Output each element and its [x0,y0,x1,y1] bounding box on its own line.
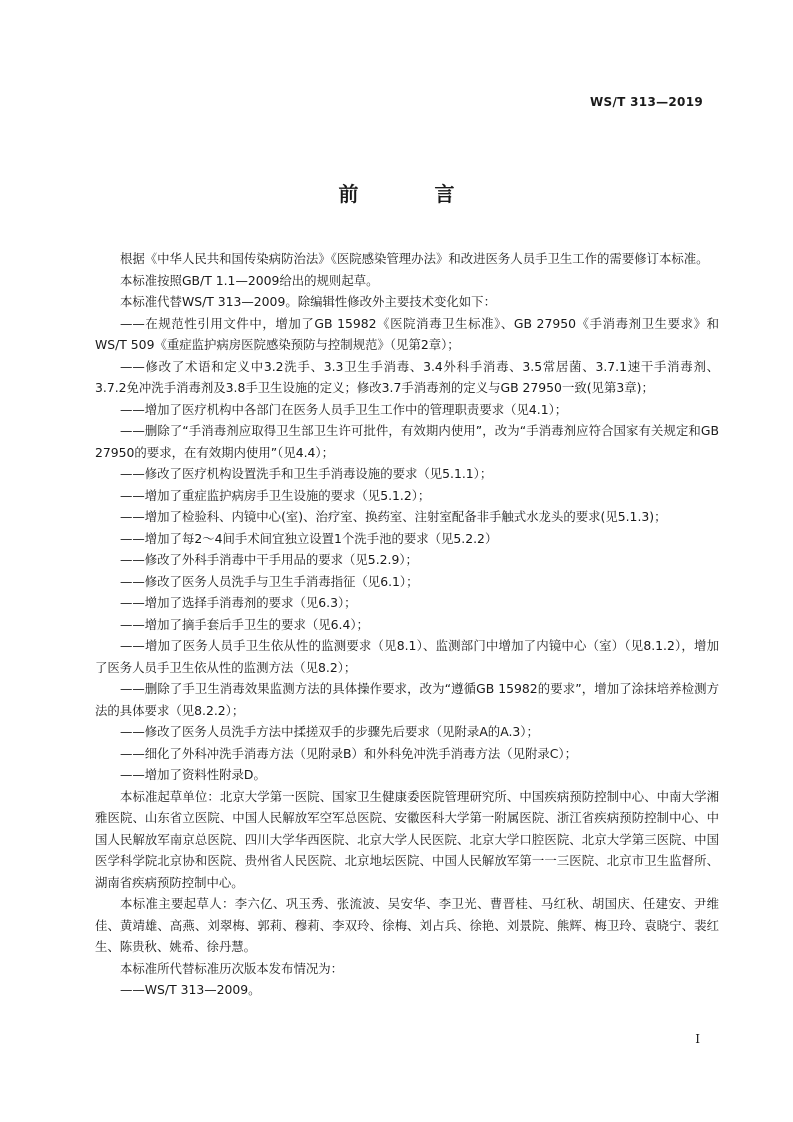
drafters: 本标准主要起草人：李六亿、巩玉秀、张流波、吴安华、李卫光、曹晋桂、马红秋、胡国庆、任建安、尹维佳、黄靖雄、高燕、刘翠梅、郭莉、穆莉、李双玲、徐梅、刘占兵、徐艳、刘景院、熊辉、梅卫玲、袁晓宁、裴红生、陈贵秋、姚希、徐丹慧。 [95,896,719,954]
history-item: ——WS/T 313—2009。 [120,982,261,997]
standard-code: WS/T 313—2019 [590,95,703,109]
change-item: ——细化了外科冲洗手消毒方法（见附录B）和外科免冲洗手消毒方法（见附录C）； [120,745,578,761]
page-title: 前 言 [338,182,483,206]
paragraph: 根据《中华人民共和国传染病防治法》《医院感染管理办法》和改进医务人员手卫生工作的需要修订本标准。 [120,251,709,266]
change-item: ——修改了外科手消毒中干手用品的要求（见5.2.9）； [120,552,418,567]
change-item: ——增加了选择手消毒剂的要求（见6.3）； [120,595,357,610]
paragraph: 本标准所代替标准历次版本发布情况为： [120,960,344,976]
change-item: ——增加了检验科、内镜中心(室)、治疗室、换药室、注射室配备非手触式水龙头的要求(见5.1.3)； [120,509,667,524]
change-item: ——增加了医疗机构中各部门在医务人员手卫生工作中的管理职责要求（见4.1）； [120,401,568,417]
change-item: ——修改了术语和定义中3.2洗手、3.3卫生手消毒、3.4外科手消毒、3.5常居菌、3.7.1速干手消毒剂、3.7.2免冲洗手消毒剂及3.8手卫生设施的定义；修改3.7手消毒剂的定义与GB 27950一致(见第3章)； [95,358,719,395]
change-item: ——增加了资料性附录D。 [120,767,266,782]
paragraph: 本标准代替WS/T 313—2009。除编辑性修改外主要技术变化如下： [120,294,496,309]
change-item: ——修改了医疗机构设置洗手和卫生手消毒设施的要求（见5.1.1）； [120,466,493,481]
change-item: ——增加了医务人员手卫生依从性的监测要求（见8.1）、监测部门中增加了内镜中心（室）（见8.1.2），增加了医务人员手卫生依从性的监测方法（见8.2）； [95,638,719,675]
change-item: ——修改了医务人员洗手方法中揉搓双手的步骤先后要求（见附录A的A.3）； [120,724,539,739]
foreword-body [95,248,719,1001]
change-item: ——删除了“手消毒剂应取得卫生部卫生许可批件，有效期内使用”，改为“手消毒剂应符合国家有关规定和GB 27950的要求，在有效期内使用”（见4.4）； [95,423,719,460]
change-item: ——在规范性引用文件中，增加了GB 15982《医院消毒卫生标准》、GB 27950《手消毒剂卫生要求》和WS/T 509《重症监护病房医院感染预防与控制规范》（见第2章）； [95,315,719,352]
paragraph: 本标准按照GB/T 1.1—2009给出的规则起草。 [120,272,379,288]
change-item: ——删除了手卫生消毒效果监测方法的具体操作要求，改为“遵循GB 15982的要求”，增加了涂抹培养检测方法的具体要求（见8.2.2）； [95,681,719,718]
drafting-units: 本标准起草单位：北京大学第一医院、国家卫生健康委医院管理研究所、中国疾病预防控制中心、中南大学湘雅医院、山东省立医院、中国人民解放军空军总医院、安徽医科大学第一附属医院、浙江省疾病预防控制中心、中国人民解放军南京总医院、四川大学华西医院、北京大学人民医院、北京大学口腔医院、北京大学第三医院、中国医学科学院北京协和医院、贵州省人民医院、北京地坛医院、中国人民解放军第一一三医院、北京市卫生监督所、湖南省疾病预防控制中心。 [95,788,719,890]
change-item: ——修改了医务人员洗手与卫生手消毒指征（见6.1）； [120,573,419,589]
page-number: I [695,1032,700,1046]
change-item: ——增加了每2～4间手术间宜独立设置1个洗手池的要求（见5.2.2） [120,530,498,546]
change-item: ——增加了摘手套后手卫生的要求（见6.4）； [120,616,369,632]
change-item: ——增加了重症监护病房手卫生设施的要求（见5.1.2）； [120,487,431,503]
